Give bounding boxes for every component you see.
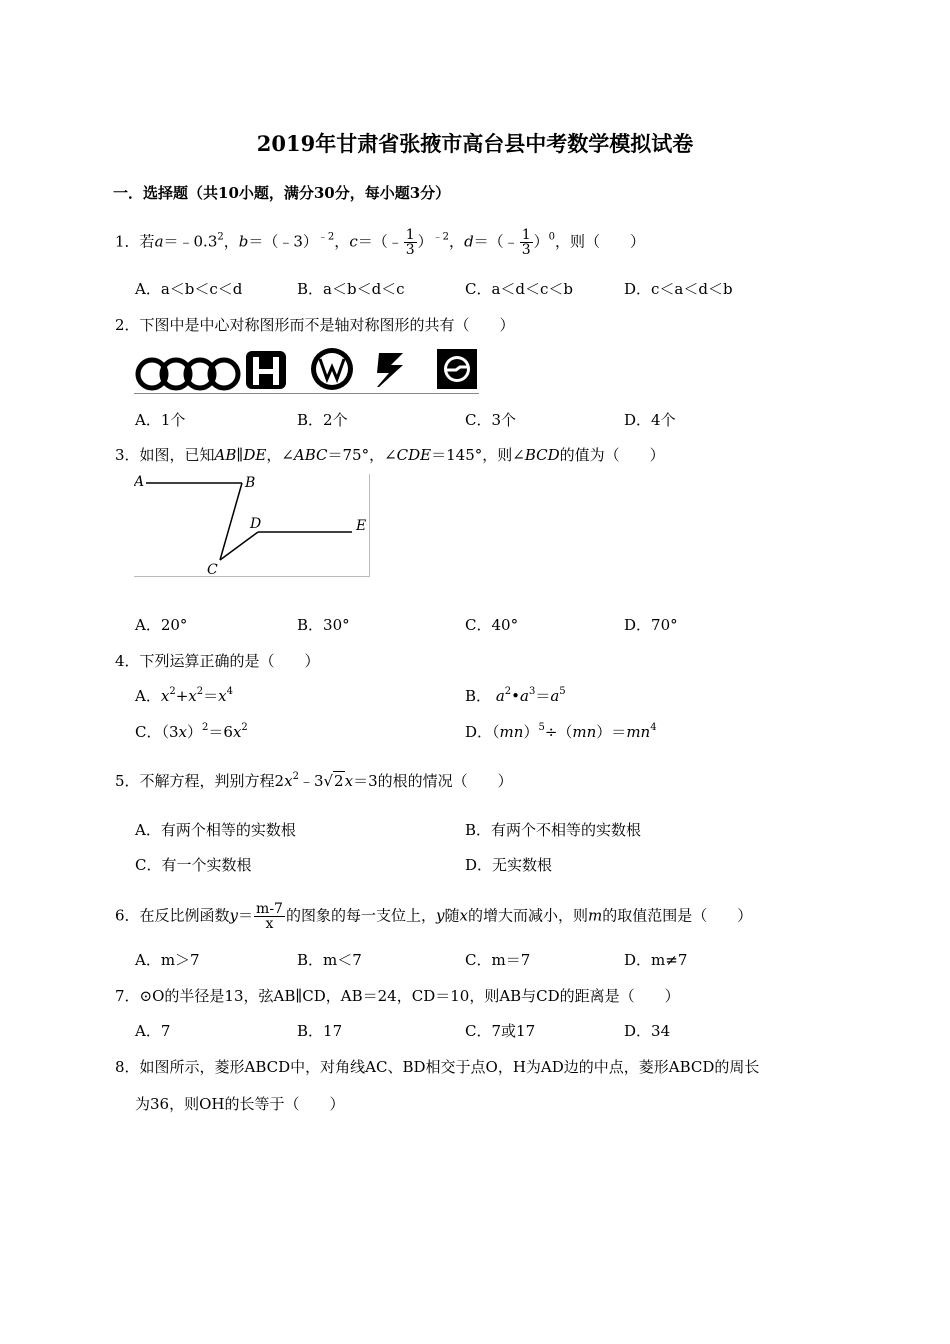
question-7: 7．⊙O的半径是13，弦AB∥CD，AB＝24，CD＝10，则AB与CD的距离是（ ）: [115, 987, 680, 1005]
q1-option-a: A．a＜b＜c＜d: [135, 280, 243, 298]
point-label-e: E: [356, 518, 367, 534]
fraction-one-third: $\frac{1}{3}$: [405, 227, 415, 258]
q1-option-b: B．a＜b＜d＜c: [297, 280, 405, 298]
q7-option-d: D．34: [624, 1022, 671, 1040]
point-label-d: D: [250, 516, 262, 532]
honda-logo: [246, 351, 286, 389]
question-4: 4．下列运算正确的是（ ）: [115, 652, 320, 670]
q6-option-b: B．m＜7: [297, 951, 362, 969]
q3-option-d: D．70°: [624, 616, 678, 634]
q2-option-a: A．1个: [135, 411, 186, 429]
point-label-b: B: [245, 475, 256, 491]
q7-option-b: B．17: [297, 1022, 343, 1040]
question-8-line-1: 8．如图所示，菱形ABCD中，对角线AC、BD相交于点O，H为AD边的中点，菱形ABCD的周长: [115, 1058, 760, 1076]
q5-option-d: D．无实数根: [465, 856, 553, 874]
page-title: 2019年甘肃省张掖市高台县中考数学模拟试卷: [256, 131, 694, 156]
q1-option-d: D．c＜a＜d＜b: [624, 280, 733, 298]
question-1: 1．若$a=﹣0.3^2$，b＝（﹣3）$^{﹣2}$，c＝（﹣ $\frac{1}{3}$ ）$^{﹣2}$，d＝（﹣ $\frac{1}{3}$ ）$^0$，则（ ）: [115, 227, 646, 258]
audi-rings-logo: [138, 360, 238, 388]
q3-option-b: B．30°: [297, 616, 350, 634]
volkswagen-logo: [311, 348, 353, 390]
q4-option-a: A．$x^2+x^2=x^4$: [135, 686, 233, 705]
question-8-line-2: 为36，则OH的长等于（ ）: [135, 1095, 345, 1113]
q6-option-c: C．m＝7: [465, 951, 531, 969]
q3-option-c: C．40°: [465, 616, 519, 634]
q6-option-a: A．m＞7: [135, 951, 200, 969]
q2-option-b: B．2个: [297, 411, 348, 429]
question-5: 5．不解方程，判别方程$2x^2﹣3√2x=3$的根的情况（ ）: [115, 771, 513, 790]
car-logos-figure: [134, 345, 479, 394]
q4-option-d: D．$(mn)^5\div(mn)=mn^4$: [465, 722, 657, 741]
section-heading: 一．选择题（共10小题，满分30分，每小题3分）: [113, 184, 451, 202]
q2-option-c: C．3个: [465, 411, 517, 429]
q5-option-c: C．有一个实数根: [135, 856, 252, 874]
q1-option-c: C．a＜d＜c＜b: [465, 280, 574, 298]
q5-option-b: B．有两个不相等的实数根: [465, 821, 642, 839]
fraction-one-third: $\frac{1}{3}$: [521, 227, 531, 258]
parallel-lines-figure: [134, 474, 370, 577]
point-label-c: C: [207, 562, 218, 576]
q2-option-d: D．4个: [624, 411, 676, 429]
q6-option-d: D．m≠7: [624, 951, 688, 969]
question-3: 3．如图，已知AB∥DE，∠ABC＝75°，∠CDE＝145°，则∠BCD的值为（ ）: [115, 446, 665, 464]
fraction-m-minus-7-over-x: $\frac{m-7}{x}$: [256, 901, 283, 932]
suzuki-logo: [377, 353, 403, 387]
q4-option-c: C．$(3x)^2=6x^2$: [135, 722, 248, 741]
question-2: 2．下图中是中心对称图形而不是轴对称图形的共有（ ）: [115, 316, 515, 334]
q4-option-b: B． $a^2•a^3=a^5$: [465, 686, 566, 705]
q7-option-a: A．7: [135, 1022, 171, 1040]
opel-logo: [437, 349, 477, 389]
point-label-a: A: [134, 474, 145, 490]
q5-option-a: A．有两个相等的实数根: [135, 821, 296, 839]
q7-option-c: C．7或17: [465, 1022, 536, 1040]
question-6: 6．在反比例函数y＝ $\frac{m-7}{x}$ 的图象的每一支位上，y随x的增大而减小，则m的取值范围是（ ）: [115, 901, 753, 932]
q3-option-a: A．20°: [135, 616, 188, 634]
